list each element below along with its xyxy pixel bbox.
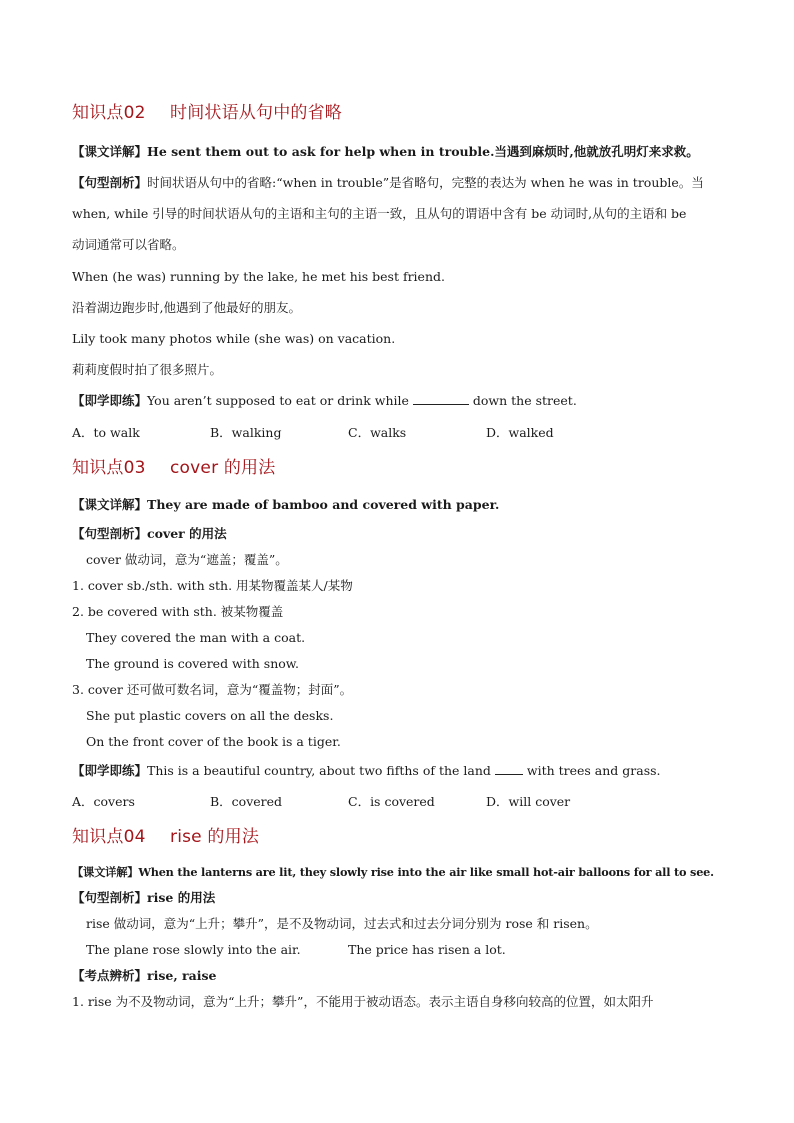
- compare-line: [72, 967, 216, 985]
- text-explanation: [72, 496, 499, 514]
- example-chinese: 莉莉度假时拍了很多照片。: [72, 362, 223, 377]
- text-explanation: [72, 863, 714, 882]
- explain-text: When the lanterns are lit, they slowly rise into the air like small hot-air balloons for all to see.: [138, 865, 714, 879]
- section-title: rise 的用法: [170, 827, 260, 847]
- answer-blank[interactable]: [413, 393, 469, 405]
- text-explanation: [72, 143, 699, 161]
- option-b[interactable]: B．covered: [210, 794, 283, 809]
- analysis-text: 时间状语从句中的省略:“when in trouble”是省略句，完整的表达为 when he was in trouble。当: [147, 175, 704, 190]
- practice-tag: 【即学即练】: [72, 393, 148, 408]
- practice-text: down the street.: [472, 393, 577, 408]
- example-english: On the front cover of the book is a tiger.: [86, 734, 341, 749]
- answer-blank[interactable]: [495, 763, 523, 775]
- compare-tag: 【考点辨析】: [72, 968, 148, 983]
- option-b[interactable]: B．walking: [210, 425, 282, 440]
- explain-text: He sent them out to ask for help when in trouble.当遇到麻烦时,他就放孔明灯来求救。: [147, 144, 699, 159]
- option-c[interactable]: C．walks: [348, 425, 407, 440]
- explain-tag: 【课文详解】: [72, 144, 148, 159]
- compare-text: rise, raise: [147, 968, 217, 983]
- practice-question: [72, 392, 577, 410]
- example-english: Lily took many photos while (she was) on vacation.: [72, 331, 396, 346]
- section-number: 知识点02: [72, 103, 146, 123]
- option-d[interactable]: D．will cover: [486, 794, 571, 809]
- analysis-line: [72, 525, 227, 543]
- section-heading-03: [72, 459, 275, 477]
- option-c[interactable]: C．is covered: [348, 794, 435, 809]
- explain-tag: 【课文详解】: [72, 497, 148, 512]
- section-title: 时间状语从句中的省略: [170, 103, 342, 123]
- analysis-tag: 【句型剖析】: [72, 175, 148, 190]
- answer-options: [72, 793, 624, 811]
- usage-line: rise 做动词，意为“上升；攀升”，是不及物动词，过去式和过去分词分别为 rose 和 risen。: [86, 916, 598, 931]
- analysis-text: cover 的用法: [147, 526, 227, 541]
- option-d[interactable]: D．walked: [486, 425, 554, 440]
- example-english: The ground is covered with snow.: [86, 656, 299, 671]
- usage-item: 1. rise 为不及物动词，意为“上升；攀升”，不能用于被动语态。表示主语自身移向较高的位置，如太阳升: [72, 994, 654, 1009]
- explain-text: They are made of bamboo and covered with paper.: [147, 497, 500, 512]
- option-a[interactable]: A．covers: [72, 794, 135, 809]
- explain-tag: 【课文详解】: [72, 865, 139, 879]
- usage-line: cover 做动词，意为“遮盖；覆盖”。: [86, 552, 288, 567]
- usage-item: 2. be covered with sth. 被某物覆盖: [72, 604, 284, 619]
- example-english: The plane rose slowly into the air.: [86, 942, 301, 957]
- practice-tag: 【即学即练】: [72, 763, 148, 778]
- analysis-tag: 【句型剖析】: [72, 890, 148, 905]
- answer-options: [72, 424, 624, 442]
- example-english: She put plastic covers on all the desks.: [86, 708, 334, 723]
- practice-question: [72, 762, 661, 780]
- section-number: 知识点03: [72, 458, 146, 478]
- option-a[interactable]: A．to walk: [72, 425, 140, 440]
- section-title: cover 的用法: [170, 458, 276, 478]
- analysis-text: rise 的用法: [147, 890, 216, 905]
- example-english: The price has risen a lot.: [348, 942, 506, 957]
- example-english: When (he was) running by the lake, he met his best friend.: [72, 269, 445, 284]
- usage-item: 1. cover sb./sth. with sth. 用某物覆盖某人/某物: [72, 578, 353, 593]
- example-chinese: 沿着湖边跑步时,他遇到了他最好的朋友。: [72, 300, 301, 315]
- example-english: They covered the man with a coat.: [86, 630, 306, 645]
- section-heading-02: [72, 104, 342, 122]
- example-pair: [72, 941, 506, 959]
- practice-text: with trees and grass.: [526, 763, 661, 778]
- practice-text: You aren’t supposed to eat or drink while: [147, 393, 409, 408]
- section-heading-04: [72, 828, 259, 846]
- analysis-line: [72, 889, 215, 907]
- analysis-line: 动词通常可以省略。: [72, 237, 185, 252]
- analysis-tag: 【句型剖析】: [72, 526, 148, 541]
- usage-item: 3. cover 还可做可数名词，意为“覆盖物；封面”。: [72, 682, 353, 697]
- analysis-line: [72, 174, 704, 192]
- section-number: 知识点04: [72, 827, 146, 847]
- practice-text: This is a beautiful country, about two fifths of the land: [147, 763, 491, 778]
- analysis-line: when, while 引导的时间状语从句的主语和主句的主语一致，且从句的谓语中含有 be 动词时,从句的主语和 be: [72, 206, 687, 221]
